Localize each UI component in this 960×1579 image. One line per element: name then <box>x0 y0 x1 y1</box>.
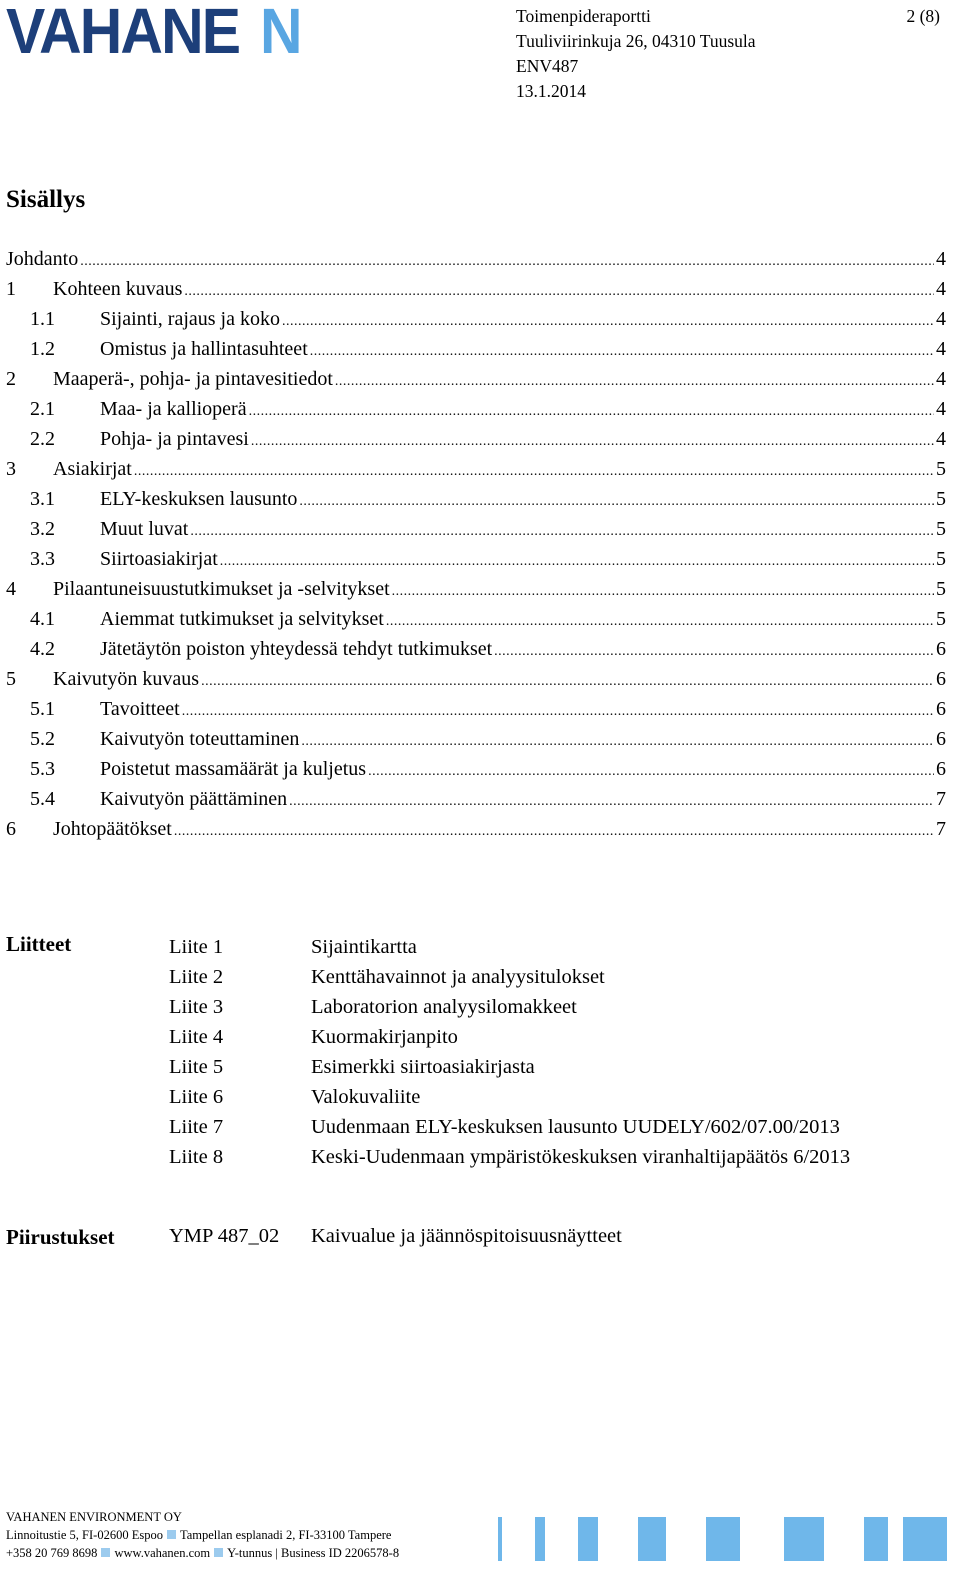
appendix-row <box>169 1142 850 1172</box>
toc-entry[interactable] <box>6 244 946 274</box>
toc-entry-page: 6 <box>936 638 946 660</box>
toc-entry-number: 3.1 <box>30 488 55 510</box>
square-bullet-icon <box>214 1548 223 1557</box>
appendix-title: Kenttähavainnot ja analyysitulokset <box>311 966 605 988</box>
toc-dot-leader <box>190 517 934 547</box>
toc-entry[interactable] <box>6 274 946 304</box>
site-address: Tuuliviirinkuja 26, 04310 Tuusula <box>516 31 756 51</box>
toc-entry-page: 4 <box>936 368 946 390</box>
drawings-heading: Piirustukset <box>6 1225 115 1249</box>
toc-dot-leader <box>494 637 934 667</box>
toc-entry[interactable] <box>6 574 946 604</box>
decoration-bar <box>706 1517 740 1561</box>
toc-dot-leader <box>310 337 934 367</box>
report-type: Toimenpideraportti <box>516 6 651 26</box>
toc-entry[interactable] <box>6 544 946 574</box>
table-of-contents <box>6 244 946 844</box>
toc-entry-page: 6 <box>936 758 946 780</box>
toc-entry-title: Kaivutyön toteuttaminen <box>100 728 300 750</box>
appendix-title: Uudenmaan ELY-keskuksen lausunto UUDELY/602/07.00/2013 <box>311 1116 840 1138</box>
drawing-title: Kaivualue ja jäännöspitoisuusnäytteet <box>311 1225 622 1247</box>
appendix-title: Kuormakirjanpito <box>311 1026 458 1048</box>
toc-entry-page: 4 <box>936 428 946 450</box>
toc-dot-leader <box>282 307 934 337</box>
toc-entry-page: 4 <box>936 338 946 360</box>
appendix-title: Sijaintikartta <box>311 936 417 958</box>
toc-entry-title: Johtopäätökset <box>53 818 172 840</box>
toc-entry-page: 5 <box>936 578 946 600</box>
toc-entry-title: Omistus ja hallintasuhteet <box>100 338 308 360</box>
decoration-bar <box>535 1517 545 1561</box>
toc-dot-leader <box>174 817 934 847</box>
toc-entry-page: 4 <box>936 248 946 270</box>
toc-dot-leader <box>182 697 934 727</box>
toc-entry-number: 5.1 <box>30 698 55 720</box>
appendix-row <box>169 1052 850 1082</box>
toc-entry[interactable] <box>6 514 946 544</box>
toc-entry[interactable] <box>6 424 946 454</box>
appendix-code: Liite 8 <box>169 1146 224 1168</box>
toc-entry[interactable] <box>6 694 946 724</box>
drawing-code: YMP 487_02 <box>169 1225 280 1247</box>
toc-entry-number: 6 <box>6 818 16 840</box>
toc-entry[interactable] <box>6 784 946 814</box>
toc-entry-page: 5 <box>936 458 946 480</box>
footer-website: www.vahanen.com <box>114 1546 211 1560</box>
toc-entry-number: 5.2 <box>30 728 55 750</box>
decoration-bar <box>864 1517 888 1561</box>
toc-entry[interactable] <box>6 454 946 484</box>
toc-dot-leader <box>134 457 934 487</box>
company-logo <box>6 0 304 67</box>
toc-entry-page: 6 <box>936 728 946 750</box>
appendix-code: Liite 5 <box>169 1056 224 1078</box>
decoration-bar <box>498 1517 502 1561</box>
appendix-row <box>169 992 850 1022</box>
decoration-bar <box>903 1517 947 1561</box>
toc-entry-page: 5 <box>936 518 946 540</box>
toc-entry-title: Muut luvat <box>100 518 189 540</box>
toc-title: Sisällys <box>6 186 86 213</box>
toc-dot-leader <box>289 787 934 817</box>
toc-entry-title: Siirtoasiakirjat <box>100 548 218 570</box>
toc-entry[interactable] <box>6 604 946 634</box>
footer-phone: +358 20 769 8698 <box>6 1546 98 1560</box>
decoration-bar <box>638 1517 666 1561</box>
report-date: 13.1.2014 <box>516 81 586 101</box>
toc-dot-leader <box>335 367 934 397</box>
footer-contacts <box>6 1544 399 1562</box>
toc-dot-leader <box>299 487 934 517</box>
toc-entry-number: 1 <box>6 278 16 300</box>
toc-entry-title: Kaivutyön päättäminen <box>100 788 288 810</box>
appendix-title: Valokuvaliite <box>311 1086 421 1108</box>
appendix-code: Liite 2 <box>169 966 224 988</box>
toc-entry-title: Aiemmat tutkimukset ja selvitykset <box>100 608 384 630</box>
toc-entry-title: Maaperä-, pohja- ja pintavesitiedot <box>53 368 333 390</box>
page-footer <box>6 1508 399 1562</box>
square-bullet-icon <box>167 1530 176 1539</box>
appendix-code: Liite 4 <box>169 1026 224 1048</box>
toc-entry-title: Sijainti, rajaus ja koko <box>100 308 280 330</box>
toc-entry-number: 3.2 <box>30 518 55 540</box>
toc-entry[interactable] <box>6 394 946 424</box>
toc-entry-title: Jätetäytön poiston yhteydessä tehdyt tutkimukset <box>100 638 493 660</box>
toc-entry-number: 3 <box>6 458 16 480</box>
toc-entry-title: Maa- ja kallioperä <box>100 398 247 420</box>
toc-entry-number: 1.2 <box>30 338 55 360</box>
toc-dot-leader <box>80 247 934 277</box>
project-code: ENV487 <box>516 56 579 76</box>
toc-entry-page: 7 <box>936 818 946 840</box>
toc-entry[interactable] <box>6 304 946 334</box>
toc-entry-title: Kohteen kuvaus <box>53 278 183 300</box>
toc-entry[interactable] <box>6 484 946 514</box>
toc-dot-leader <box>251 427 934 457</box>
appendix-code: Liite 1 <box>169 936 224 958</box>
toc-entry-page: 4 <box>936 398 946 420</box>
toc-entry-title: Tavoitteet <box>100 698 180 720</box>
appendix-code: Liite 6 <box>169 1086 224 1108</box>
appendix-row <box>169 932 850 962</box>
appendix-row <box>169 962 850 992</box>
toc-entry-page: 6 <box>936 698 946 720</box>
toc-dot-leader <box>301 727 934 757</box>
toc-dot-leader <box>220 547 934 577</box>
toc-entry-page: 5 <box>936 488 946 510</box>
appendix-title: Laboratorion analyysilomakkeet <box>311 996 577 1018</box>
toc-entry-number: 2 <box>6 368 16 390</box>
toc-entry-title: Pohja- ja pintavesi <box>100 428 249 450</box>
toc-entry-page: 7 <box>936 788 946 810</box>
appendix-row <box>169 1022 850 1052</box>
footer-offices <box>6 1526 399 1544</box>
appendix-row <box>169 1082 850 1112</box>
toc-entry-number: 3.3 <box>30 548 55 570</box>
appendix-title: Esimerkki siirtoasiakirjasta <box>311 1056 535 1078</box>
document-meta <box>516 4 756 104</box>
appendices-heading: Liitteet <box>6 932 72 956</box>
toc-dot-leader <box>368 757 934 787</box>
toc-entry-number: 4.1 <box>30 608 55 630</box>
toc-entry[interactable] <box>6 334 946 364</box>
toc-entry-title: Pilaantuneisuustutkimukset ja -selvitykset <box>53 578 390 600</box>
toc-entry-page: 4 <box>936 278 946 300</box>
toc-dot-leader <box>386 607 934 637</box>
toc-entry[interactable] <box>6 634 946 664</box>
logo-text-main: VAHANE <box>6 0 240 67</box>
footer-office-espoo: Linnoitustie 5, FI-02600 Espoo <box>6 1528 163 1542</box>
page-number: 2 (8) <box>906 6 940 26</box>
toc-entry-page: 4 <box>936 308 946 330</box>
toc-entry-number: 2.2 <box>30 428 55 450</box>
toc-dot-leader <box>201 667 934 697</box>
drawing-row <box>169 1225 622 1248</box>
toc-entry-title: Asiakirjat <box>53 458 132 480</box>
toc-entry-title: ELY-keskuksen lausunto <box>100 488 298 510</box>
footer-decoration-bars <box>498 1517 948 1561</box>
appendix-row <box>169 1112 850 1142</box>
logo-text-accent: N <box>259 0 301 67</box>
toc-entry-number: 5 <box>6 668 16 690</box>
toc-entry[interactable] <box>6 814 946 844</box>
toc-entry-page: 5 <box>936 548 946 570</box>
decoration-bar <box>578 1517 598 1561</box>
toc-entry[interactable] <box>6 664 946 694</box>
toc-dot-leader <box>184 277 934 307</box>
toc-entry-title: Kaivutyön kuvaus <box>53 668 200 690</box>
toc-entry-title: Poistetut massamäärät ja kuljetus <box>100 758 367 780</box>
footer-office-tampere: Tampellan esplanadi 2, FI-33100 Tampere <box>179 1528 392 1542</box>
appendix-list <box>169 932 850 1172</box>
decoration-bar <box>784 1517 824 1561</box>
appendix-code: Liite 7 <box>169 1116 224 1138</box>
toc-entry-number: 2.1 <box>30 398 55 420</box>
toc-entry-page: 6 <box>936 668 946 690</box>
toc-entry-number: 5.3 <box>30 758 55 780</box>
footer-company: VAHANEN ENVIRONMENT OY <box>6 1510 182 1524</box>
toc-entry-page: 5 <box>936 608 946 630</box>
toc-entry[interactable] <box>6 724 946 754</box>
toc-entry-number: 4 <box>6 578 16 600</box>
toc-entry[interactable] <box>6 364 946 394</box>
toc-entry-number: 5.4 <box>30 788 55 810</box>
appendix-code: Liite 3 <box>169 996 224 1018</box>
toc-entry[interactable] <box>6 754 946 784</box>
square-bullet-icon <box>101 1548 110 1557</box>
toc-entry-number: 4.2 <box>30 638 55 660</box>
toc-dot-leader <box>249 397 934 427</box>
footer-business-id: Y-tunnus | Business ID 2206578-8 <box>227 1546 400 1560</box>
toc-entry-number: 1.1 <box>30 308 55 330</box>
toc-entry-title: Johdanto <box>6 248 79 270</box>
toc-dot-leader <box>392 577 934 607</box>
appendix-title: Keski-Uudenmaan ympäristökeskuksen viranhaltijapäätös 6/2013 <box>311 1146 851 1168</box>
